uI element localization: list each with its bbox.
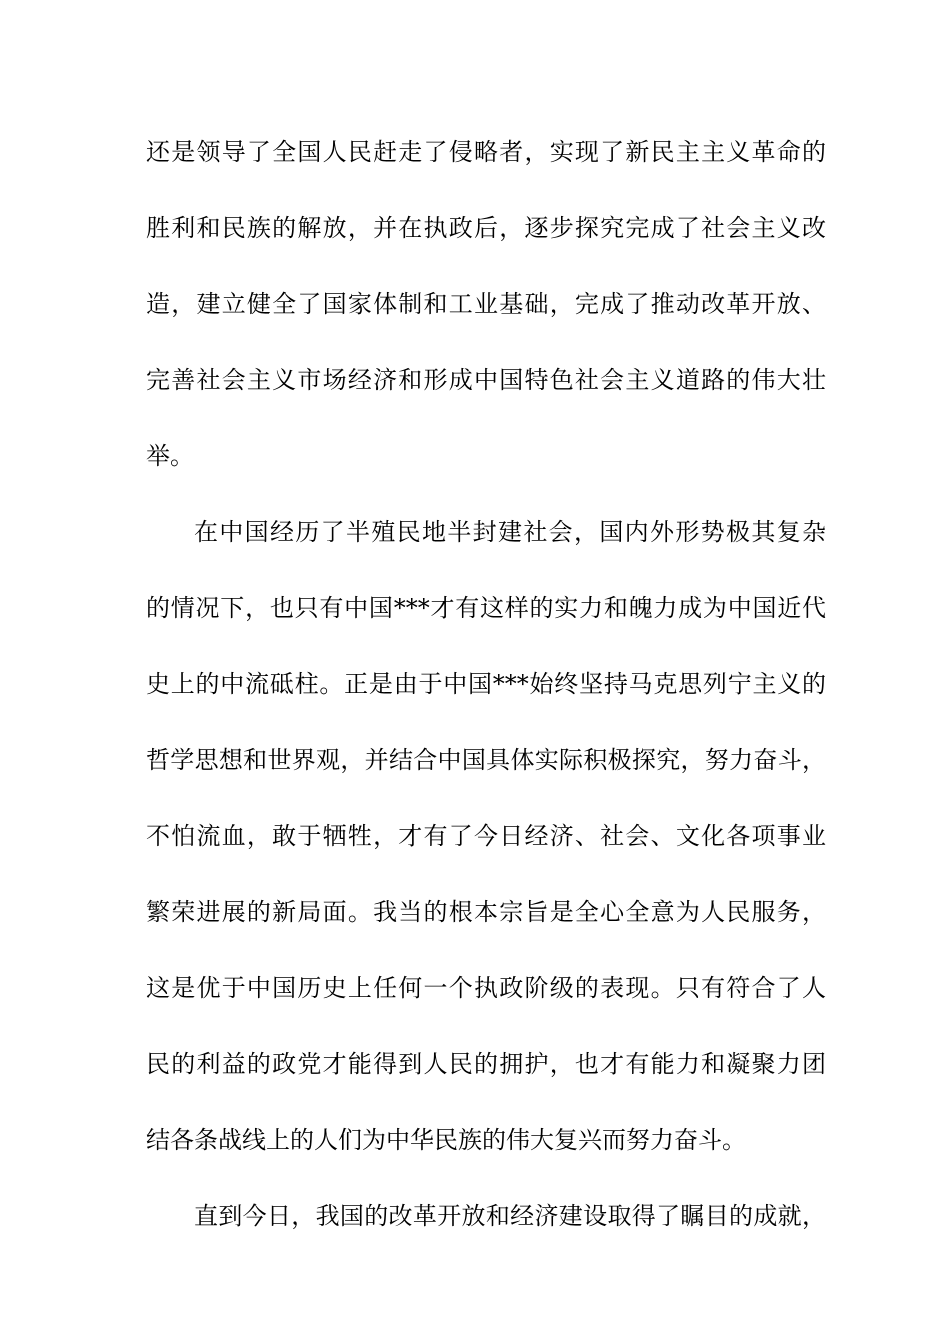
text-line: 造，建立健全了国家体制和工业基础，完成了推动改革开放、	[146, 290, 826, 318]
text-line: 在中国经历了半殖民地半封建社会，国内外形势极其复杂	[194, 518, 826, 546]
text-line: 繁荣进展的新局面。我当的根本宗旨是全心全意为人民服务，	[146, 898, 826, 926]
text-line: 史上的中流砥柱。正是由于中国***始终坚持马克思列宁主义的	[146, 670, 826, 698]
paragraph-3	[146, 1193, 826, 1269]
text-line: 还是领导了全国人民赶走了侵略者，实现了新民主主义革命的	[146, 138, 826, 166]
text-line: 哲学思想和世界观，并结合中国具体实际积极探究，努力奋斗，	[146, 746, 826, 774]
text-line: 的情况下，也只有中国***才有这样的实力和魄力成为中国近代	[146, 594, 826, 622]
paragraph-1	[146, 129, 826, 509]
text-line: 直到今日，我国的改革开放和经济建设取得了瞩目的成就，	[194, 1202, 826, 1230]
text-line: 民的利益的政党才能得到人民的拥护，也才有能力和凝聚力团	[146, 1050, 826, 1078]
text-line: 胜利和民族的解放，并在执政后，逐步探究完成了社会主义改	[146, 214, 826, 242]
text-line: 举。	[146, 442, 194, 470]
paragraph-2	[146, 509, 826, 1193]
text-line: 这是优于中国历史上任何一个执政阶级的表现。只有符合了人	[146, 974, 826, 1002]
text-line: 不怕流血，敢于牺牲，才有了今日经济、社会、文化各项事业	[146, 822, 826, 850]
text-line: 完善社会主义市场经济和形成中国特色社会主义道路的伟大壮	[146, 366, 826, 394]
document-body	[146, 129, 826, 1269]
text-line: 结各条战线上的人们为中华民族的伟大复兴而努力奋斗。	[146, 1126, 746, 1154]
